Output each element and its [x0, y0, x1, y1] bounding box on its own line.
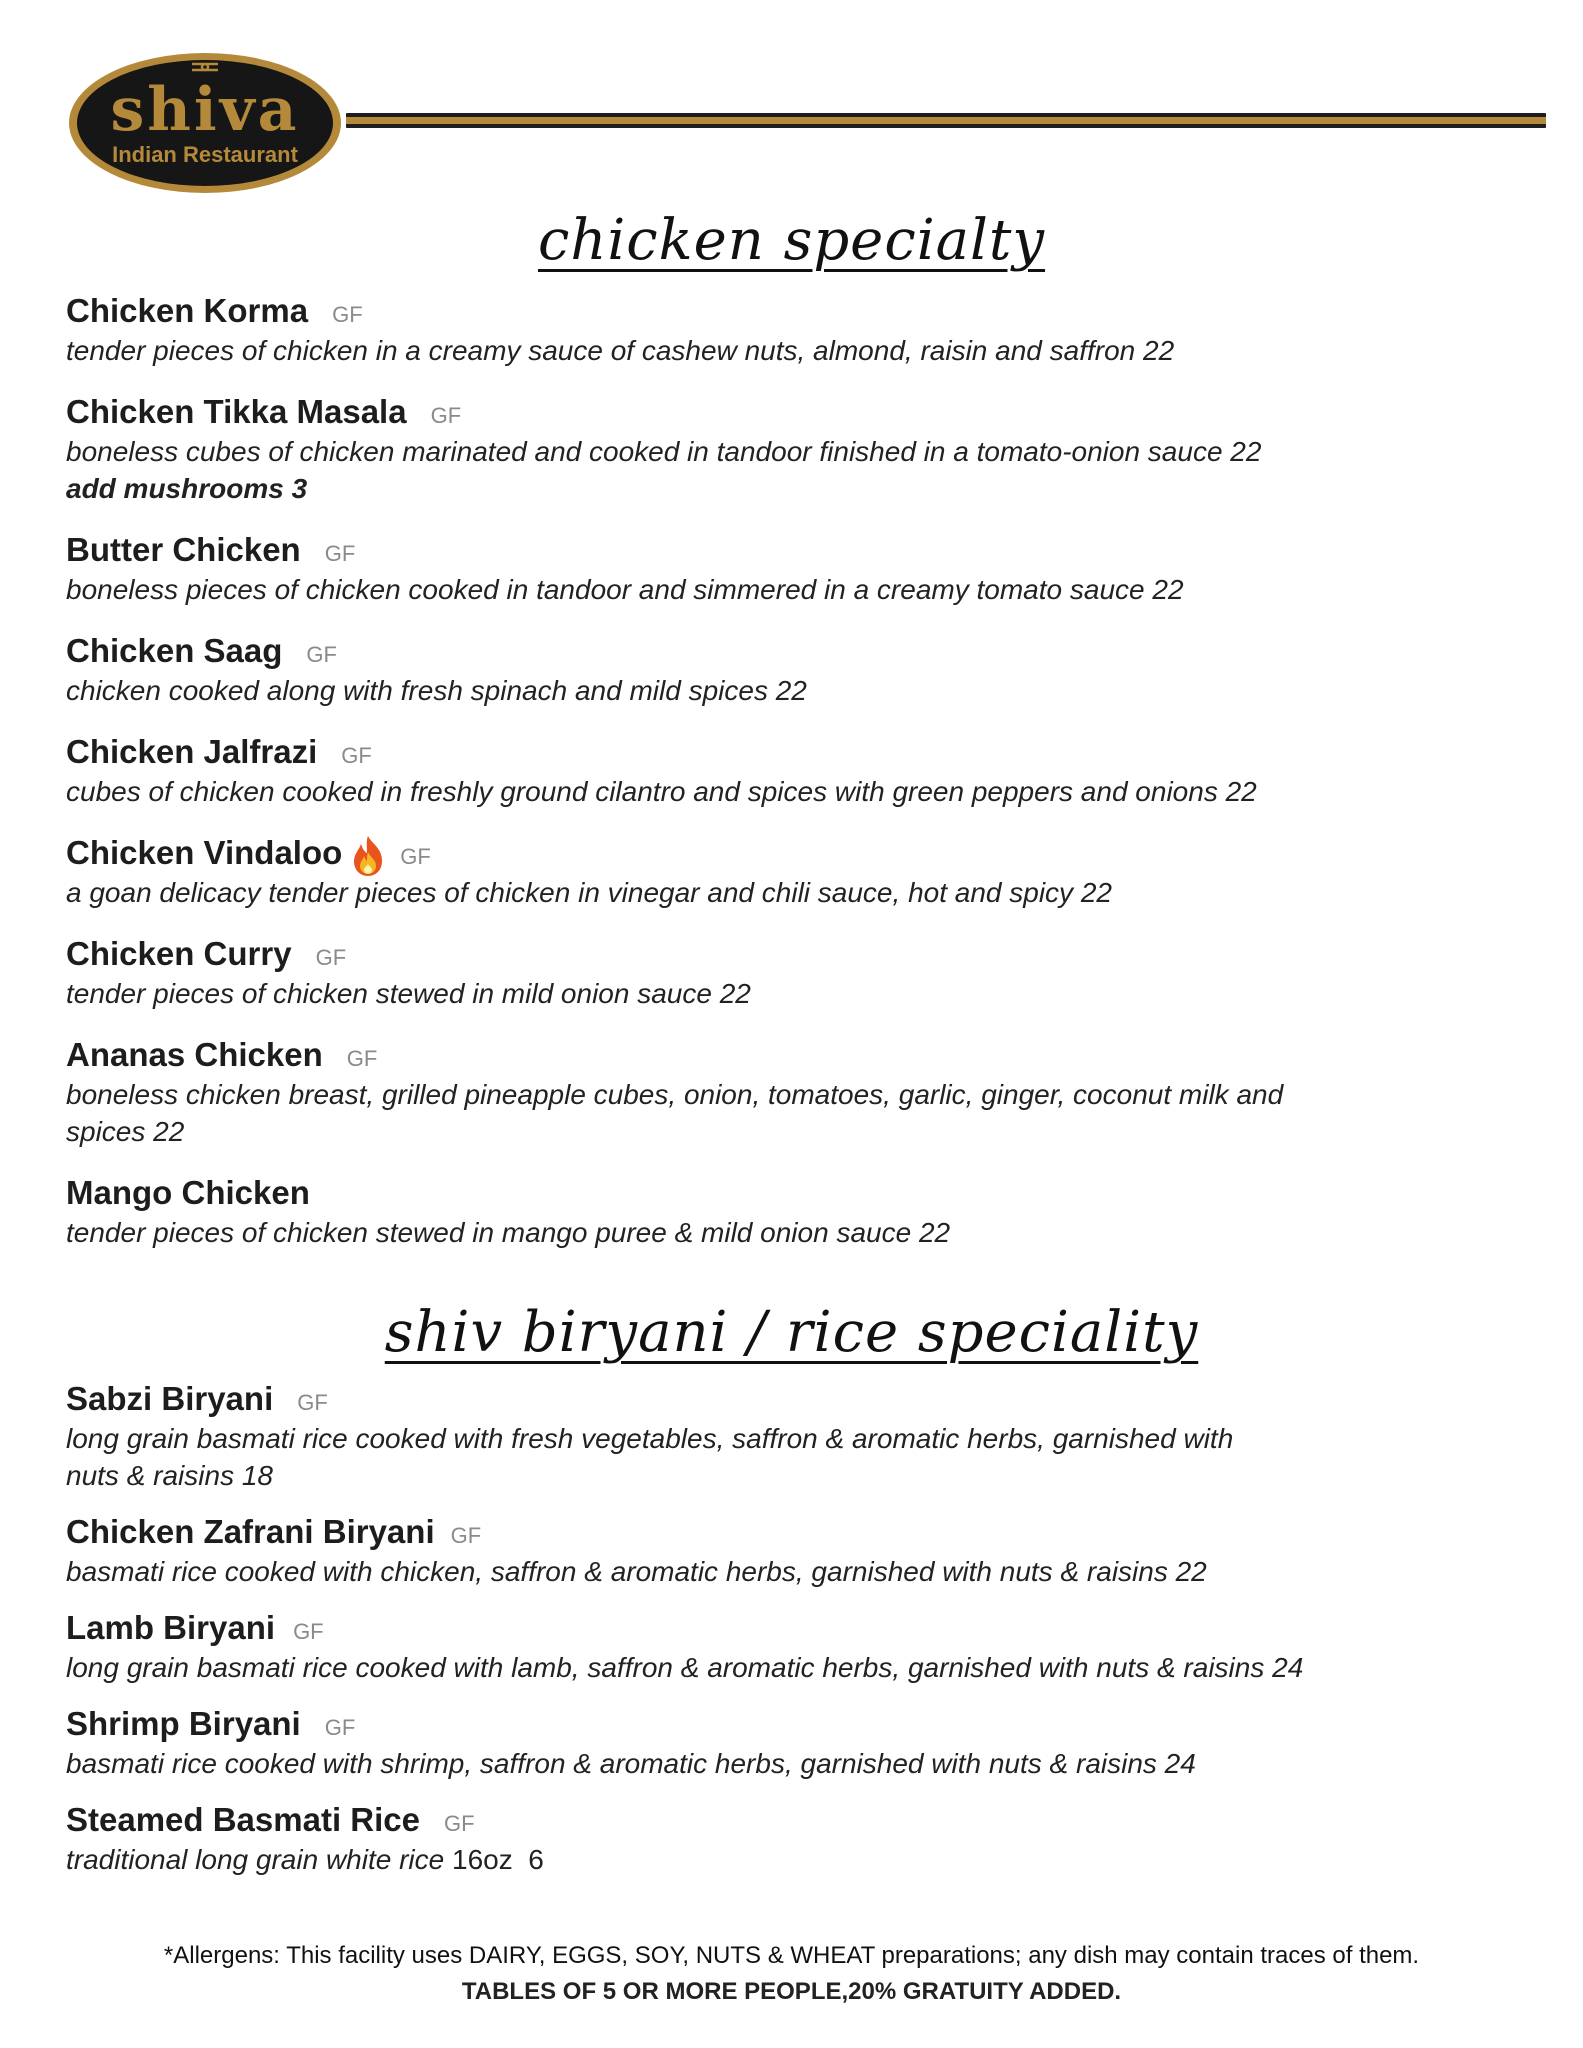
- gf-badge: GF: [315, 945, 347, 970]
- gf-badge: GF: [346, 1046, 378, 1071]
- section-title-biryani: shiv biryani / rice speciality: [384, 1300, 1199, 1365]
- restaurant-logo: [66, 50, 344, 196]
- gf-badge: GF: [324, 1715, 356, 1740]
- item-description: long grain basmati rice cooked with fresh vegetables, saffron & aromatic herbs, garnished with: [66, 1423, 1234, 1454]
- menu-item: [66, 292, 1174, 369]
- gf-badge: GF: [293, 1619, 324, 1644]
- menu-item: [66, 1036, 1283, 1150]
- item-description-continued: nuts & raisins 18: [66, 1460, 273, 1491]
- item-name: Chicken Zafrani Biryani: [66, 1513, 435, 1550]
- item-description: cubes of chicken cooked in freshly ground cilantro and spices with green peppers and onions 22: [66, 776, 1257, 807]
- item-description-continued: spices 22: [66, 1116, 185, 1147]
- menu-item: [66, 1705, 1196, 1782]
- item-name: Shrimp Biryani: [66, 1705, 301, 1742]
- menu-item: [66, 1609, 1303, 1686]
- item-description-text: traditional long grain white rice: [66, 1844, 445, 1875]
- item-description: boneless chicken breast, grilled pineapple cubes, onion, tomatoes, garlic, ginger, coconut milk and: [66, 1079, 1284, 1110]
- menu-item: [66, 1513, 1207, 1590]
- gratuity-notice: TABLES OF 5 OR MORE PEOPLE,20% GRATUITY ADDED.: [461, 1978, 1122, 2005]
- spicy-flame-icon: [350, 834, 386, 878]
- header-rule: [346, 113, 1546, 128]
- item-description: boneless cubes of chicken marinated and cooked in tandoor finished in a tomato-onion sauce 22: [66, 436, 1262, 467]
- item-name: Chicken Vindaloo: [66, 834, 343, 871]
- menu-item: [66, 935, 751, 1012]
- menu-item: [66, 531, 1184, 608]
- gf-badge: GF: [332, 302, 363, 327]
- menu-item: [66, 1174, 950, 1251]
- logo-wordmark: shiva: [110, 75, 300, 145]
- item-description: chicken cooked along with fresh spinach and mild spices 22: [66, 675, 807, 706]
- item-name: Chicken Korma: [66, 292, 309, 329]
- gf-badge: GF: [444, 1811, 475, 1836]
- item-size-price: 16oz 6: [444, 1844, 544, 1875]
- gf-badge: GF: [450, 1523, 482, 1548]
- item-description: a goan delicacy tender pieces of chicken in vinegar and chili sauce, hot and spicy 22: [66, 877, 1112, 908]
- item-name: Chicken Tikka Masala: [66, 393, 407, 430]
- item-name: Chicken Saag: [66, 632, 283, 669]
- item-name: Mango Chicken: [66, 1174, 310, 1211]
- menu-item: [66, 733, 1257, 810]
- item-description: boneless pieces of chicken cooked in tandoor and simmered in a creamy tomato sauce 22: [66, 574, 1184, 605]
- menu-item: [66, 1380, 1233, 1494]
- item-description: tender pieces of chicken stewed in mild onion sauce 22: [66, 978, 751, 1009]
- item-description: basmati rice cooked with shrimp, saffron & aromatic herbs, garnished with nuts & raisins 24: [66, 1748, 1196, 1779]
- item-name: Chicken Curry: [66, 935, 292, 972]
- menu-item: [66, 1801, 544, 1878]
- item-description: tender pieces of chicken stewed in mango puree & mild onion sauce 22: [66, 1217, 951, 1248]
- section-title-chicken: chicken specialty: [537, 208, 1046, 273]
- gf-badge: GF: [341, 743, 372, 768]
- item-name: Chicken Jalfrazi: [66, 733, 318, 770]
- item-description: long grain basmati rice cooked with lamb, saffron & aromatic herbs, garnished with nuts & raisins 24: [66, 1652, 1304, 1683]
- gf-badge: GF: [297, 1390, 328, 1415]
- gf-badge: GF: [400, 844, 431, 869]
- allergen-notice: *Allergens: This facility uses DAIRY, EGGS, SOY, NUTS & WHEAT preparations; any dish may contain traces of them.: [163, 1942, 1420, 1969]
- item-name: Steamed Basmati Rice: [66, 1801, 420, 1838]
- menu-item: [66, 834, 1112, 911]
- item-name: Ananas Chicken: [66, 1036, 323, 1073]
- item-description: tender pieces of chicken in a creamy sauce of cashew nuts, almond, raisin and saffron 22: [66, 335, 1175, 366]
- item-name: Lamb Biryani: [66, 1609, 276, 1646]
- item-description: basmati rice cooked with chicken, saffron & aromatic herbs, garnished with nuts & raisins 22: [66, 1556, 1207, 1587]
- item-description: [66, 1841, 544, 1878]
- logo-tagline: Indian Restaurant: [112, 142, 298, 167]
- menu-item: [66, 632, 807, 709]
- item-name: Sabzi Biryani: [66, 1380, 274, 1417]
- gf-badge: GF: [306, 642, 337, 667]
- menu-item: [66, 393, 1261, 507]
- item-name: Butter Chicken: [66, 531, 301, 568]
- gf-badge: GF: [324, 541, 356, 566]
- item-addon: add mushrooms 3: [66, 473, 308, 504]
- gf-badge: GF: [430, 403, 462, 428]
